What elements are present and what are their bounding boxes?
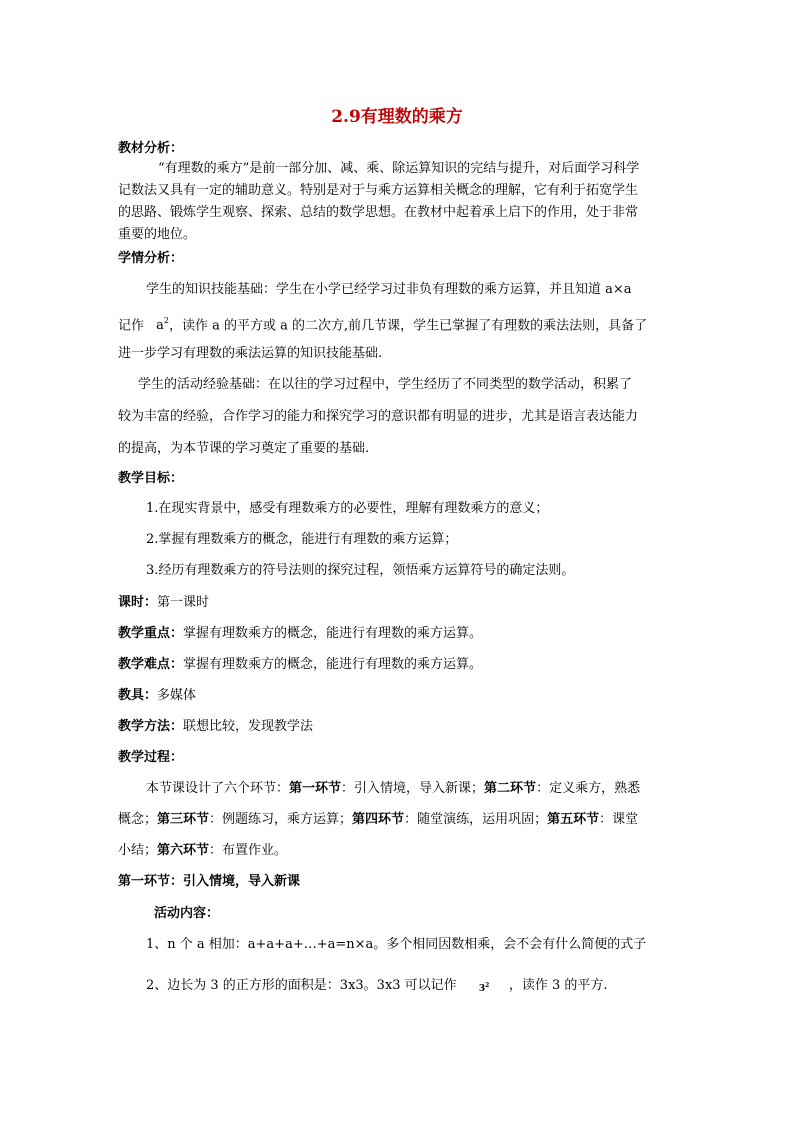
process-text: 概念； — [118, 812, 158, 827]
info-row-difficulty — [118, 656, 482, 673]
info-value: 联想比较，发现教学法 — [183, 719, 314, 734]
student-heading: 学情分析： — [118, 251, 184, 266]
math-exponent: 2 — [485, 982, 490, 989]
process-text: ：引入情境，导入新课； — [341, 781, 485, 796]
student-p1-line: 进一步学习有理数的乘法运算的知识技能基础. — [118, 346, 383, 361]
process-text: ：布置作业。 — [209, 843, 288, 858]
student-p1-text: ，读作 a 的平方或 a 的二次方,前几节课，学生已掌握了有理数的乘法法则，具备了 — [169, 318, 648, 334]
analysis-line: 记数法又具有一定的辅助意义。特别是对于与乘方运算相关概念的理解，它有利于拓宽学生 — [118, 183, 639, 198]
process-step-label: 第三环节 — [157, 812, 210, 827]
section1-item: 1、n 个 a 相加：a+a+a+…+a=n×a。多个相同因数相乘，会不会有什么简便的式子 — [146, 937, 647, 952]
process-text: ：例题练习，乘方运算； — [209, 812, 353, 827]
process-text: 本节课设计了六个环节： — [146, 781, 290, 796]
info-row-key-point — [118, 625, 482, 642]
math-base: a — [156, 318, 164, 334]
process-line — [146, 780, 640, 797]
goal-item: 3.经历有理数乘方的符号法则的探究过程，领悟乘方运算符号的确定法则。 — [146, 563, 575, 578]
process-step-label: 第五环节 — [547, 812, 600, 827]
process-heading: 教学过程： — [118, 750, 184, 765]
info-value: 掌握有理数乘方的概念，能进行有理数的乘方运算。 — [183, 657, 483, 672]
process-text: ：课堂 — [599, 812, 639, 827]
goal-item: 1.在现实背景中，感受有理数乘方的必要性，理解有理数乘方的意义； — [146, 501, 549, 516]
analysis-line: “有理数的乘方”是前一部分加、减、乘、除运算知识的完结与提升，对后面学习科学 — [158, 161, 640, 176]
info-value: 掌握有理数乘方的概念，能进行有理数的乘方运算。 — [183, 626, 483, 641]
section1-item-text: 2、边长为 3 的正方形的面积是：3x3。3x3 可以记作 — [146, 978, 457, 993]
process-step-label: 第六环节 — [157, 843, 210, 858]
info-row-tools — [118, 687, 196, 704]
student-p1-line — [118, 313, 647, 334]
process-step-label: 第四环节 — [352, 812, 405, 827]
process-step-label: 第一环节 — [289, 781, 342, 796]
goals-heading: 教学目标： — [118, 471, 184, 486]
student-p2-line: 较为丰富的经验，合作学习的能力和探究学习的意识都有明显的进步，尤其是语言表达能力 — [118, 409, 639, 424]
analysis-line: 的思路、锻炼学生观察、探索、总结的数学思想。在教材中起着承上启下的作用，处于非常 — [118, 205, 639, 220]
process-text: ：随堂演练，运用巩固； — [404, 812, 548, 827]
student-p2-line: 的提高，为本节课的学习奠定了重要的基础. — [118, 441, 370, 456]
info-label: 课时： — [118, 595, 158, 610]
section1-item-text: ，读作 3 的平方. — [508, 978, 608, 993]
info-label: 教学方法： — [118, 719, 184, 734]
student-p1-line: 学生的知识技能基础：学生在小学已经学习过非负有理数的乘方运算，并且知道 a×a — [146, 282, 632, 297]
process-text: ：定义乘方，熟悉 — [536, 781, 641, 796]
math-exponent: 2 — [163, 316, 170, 325]
student-p1-text: 记作 — [118, 318, 145, 334]
process-line — [118, 811, 638, 828]
info-value: 第一课时 — [157, 595, 210, 610]
math-base: 3 — [478, 984, 486, 994]
info-label: 教学重点： — [118, 626, 184, 641]
process-text: 小结； — [118, 843, 158, 858]
info-value: 多媒体 — [157, 688, 197, 703]
info-row-period — [118, 594, 209, 611]
info-row-method — [118, 718, 313, 735]
section1-heading: 第一环节：引入情境，导入新课 — [118, 874, 301, 889]
info-label: 教具： — [118, 688, 158, 703]
analysis-heading: 教材分析： — [118, 141, 184, 156]
process-line — [118, 842, 287, 859]
analysis-line: 重要的地位。 — [118, 227, 197, 242]
student-p2-line: 学生的活动经验基础：在以往的学习过程中，学生经历了不同类型的数学活动，积累了 — [138, 377, 633, 392]
page-title: 2.9有理数的乘方 — [331, 107, 463, 127]
math-a-squared — [156, 318, 169, 333]
section1-activity-label: 活动内容： — [154, 906, 220, 921]
section1-item — [146, 977, 608, 994]
info-label: 教学难点： — [118, 657, 184, 672]
process-step-label: 第二环节 — [484, 781, 537, 796]
goal-item: 2.掌握有理数乘方的概念，能进行有理数的乘方运算； — [146, 532, 458, 547]
